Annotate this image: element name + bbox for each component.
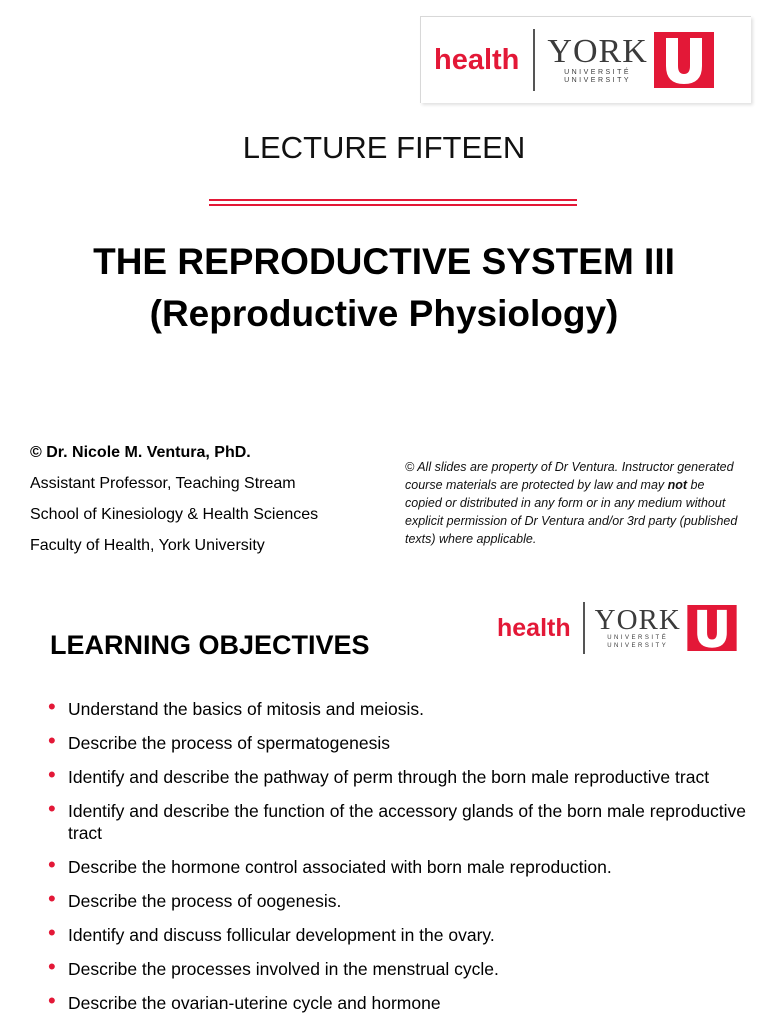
copyright-notice	[405, 458, 740, 548]
list-item	[48, 852, 748, 878]
list-item	[48, 886, 748, 912]
list-item	[48, 954, 748, 980]
copyright-emphasis: not	[667, 478, 688, 492]
list-item	[48, 762, 748, 788]
list-item	[48, 694, 748, 720]
objective-text: Understand the basics of mitosis and meiosis.	[68, 699, 424, 719]
objectives-list	[48, 694, 748, 1026]
york-u-icon	[654, 32, 714, 88]
health-wordmark: health	[434, 43, 520, 76]
universite-text: UNIVERSITÉ	[564, 68, 632, 76]
list-item	[48, 728, 748, 754]
list-item	[48, 988, 748, 1014]
york-wordmark	[547, 32, 648, 86]
author-faculty: Faculty of Health, York University	[30, 537, 265, 554]
list-item	[48, 920, 748, 946]
bullet-icon: •	[48, 796, 56, 821]
york-text: YORK	[547, 32, 648, 70]
bullet-icon: •	[48, 852, 56, 877]
learning-objectives-slide	[0, 588, 768, 1024]
divider-line-top	[209, 199, 577, 201]
lecture-number: LECTURE FIFTEEN	[242, 130, 526, 165]
bullet-icon: •	[48, 762, 56, 787]
author-block	[30, 442, 318, 566]
objective-text: Describe the hormone control associated with born male reproduction.	[68, 857, 612, 877]
slide-title	[0, 236, 768, 340]
section-heading: LEARNING OBJECTIVES	[50, 630, 370, 660]
york-wordmark	[595, 606, 681, 649]
author-name: © Dr. Nicole M. Ventura, PhD.	[30, 444, 251, 461]
objective-text: Describe the processes involved in the menstrual cycle.	[68, 959, 499, 979]
title-line-2: (Reproductive Physiology)	[149, 293, 619, 334]
logo-divider	[533, 29, 535, 91]
objective-text: Describe the process of oogenesis.	[68, 891, 342, 911]
title-line-1: THE REPRODUCTIVE SYSTEM III	[93, 241, 675, 282]
objective-text: Describe the process of spermatogenesis	[68, 733, 390, 753]
university-text: UNIVERSITY	[564, 77, 632, 84]
york-u-icon	[687, 605, 737, 651]
author-school: School of Kinesiology & Health Sciences	[30, 506, 319, 523]
objective-text: Identify and describe the pathway of perm through the born male reproductive tract	[68, 767, 710, 787]
copyright-part-1: © All slides are property of Dr Ventura. Instructor generated course materials are protected by law and may	[405, 460, 734, 492]
bullet-icon: •	[48, 886, 56, 911]
author-position: Assistant Professor, Teaching Stream	[30, 475, 296, 492]
health-wordmark: health	[497, 613, 571, 642]
university-text: UNIVERSITY	[607, 642, 669, 649]
health-york-logo	[420, 16, 751, 103]
health-york-logo	[487, 592, 768, 664]
logo-divider	[583, 602, 585, 654]
universite-text: UNIVERSITÉ	[607, 635, 669, 642]
bullet-icon: •	[48, 694, 56, 719]
list-item	[48, 796, 748, 844]
divider-line-bottom	[209, 204, 577, 206]
objective-text: Identify and describe the function of the accessory glands of the born male reproductive tract	[68, 801, 747, 843]
objective-text: Describe the ovarian-uterine cycle and hormone	[68, 993, 441, 1013]
bullet-icon: •	[48, 920, 56, 945]
bullet-icon: •	[48, 988, 56, 1013]
york-text: YORK	[594, 604, 681, 637]
copyright-part-2: be copied or distributed in any form or in any medium without explicit permission of Dr Ventura and/or 3rd party (published texts) where applicable.	[405, 478, 738, 546]
bullet-icon: •	[48, 728, 56, 753]
objective-text: Identify and discuss follicular development in the ovary.	[68, 925, 495, 945]
bullet-icon: •	[48, 954, 56, 979]
